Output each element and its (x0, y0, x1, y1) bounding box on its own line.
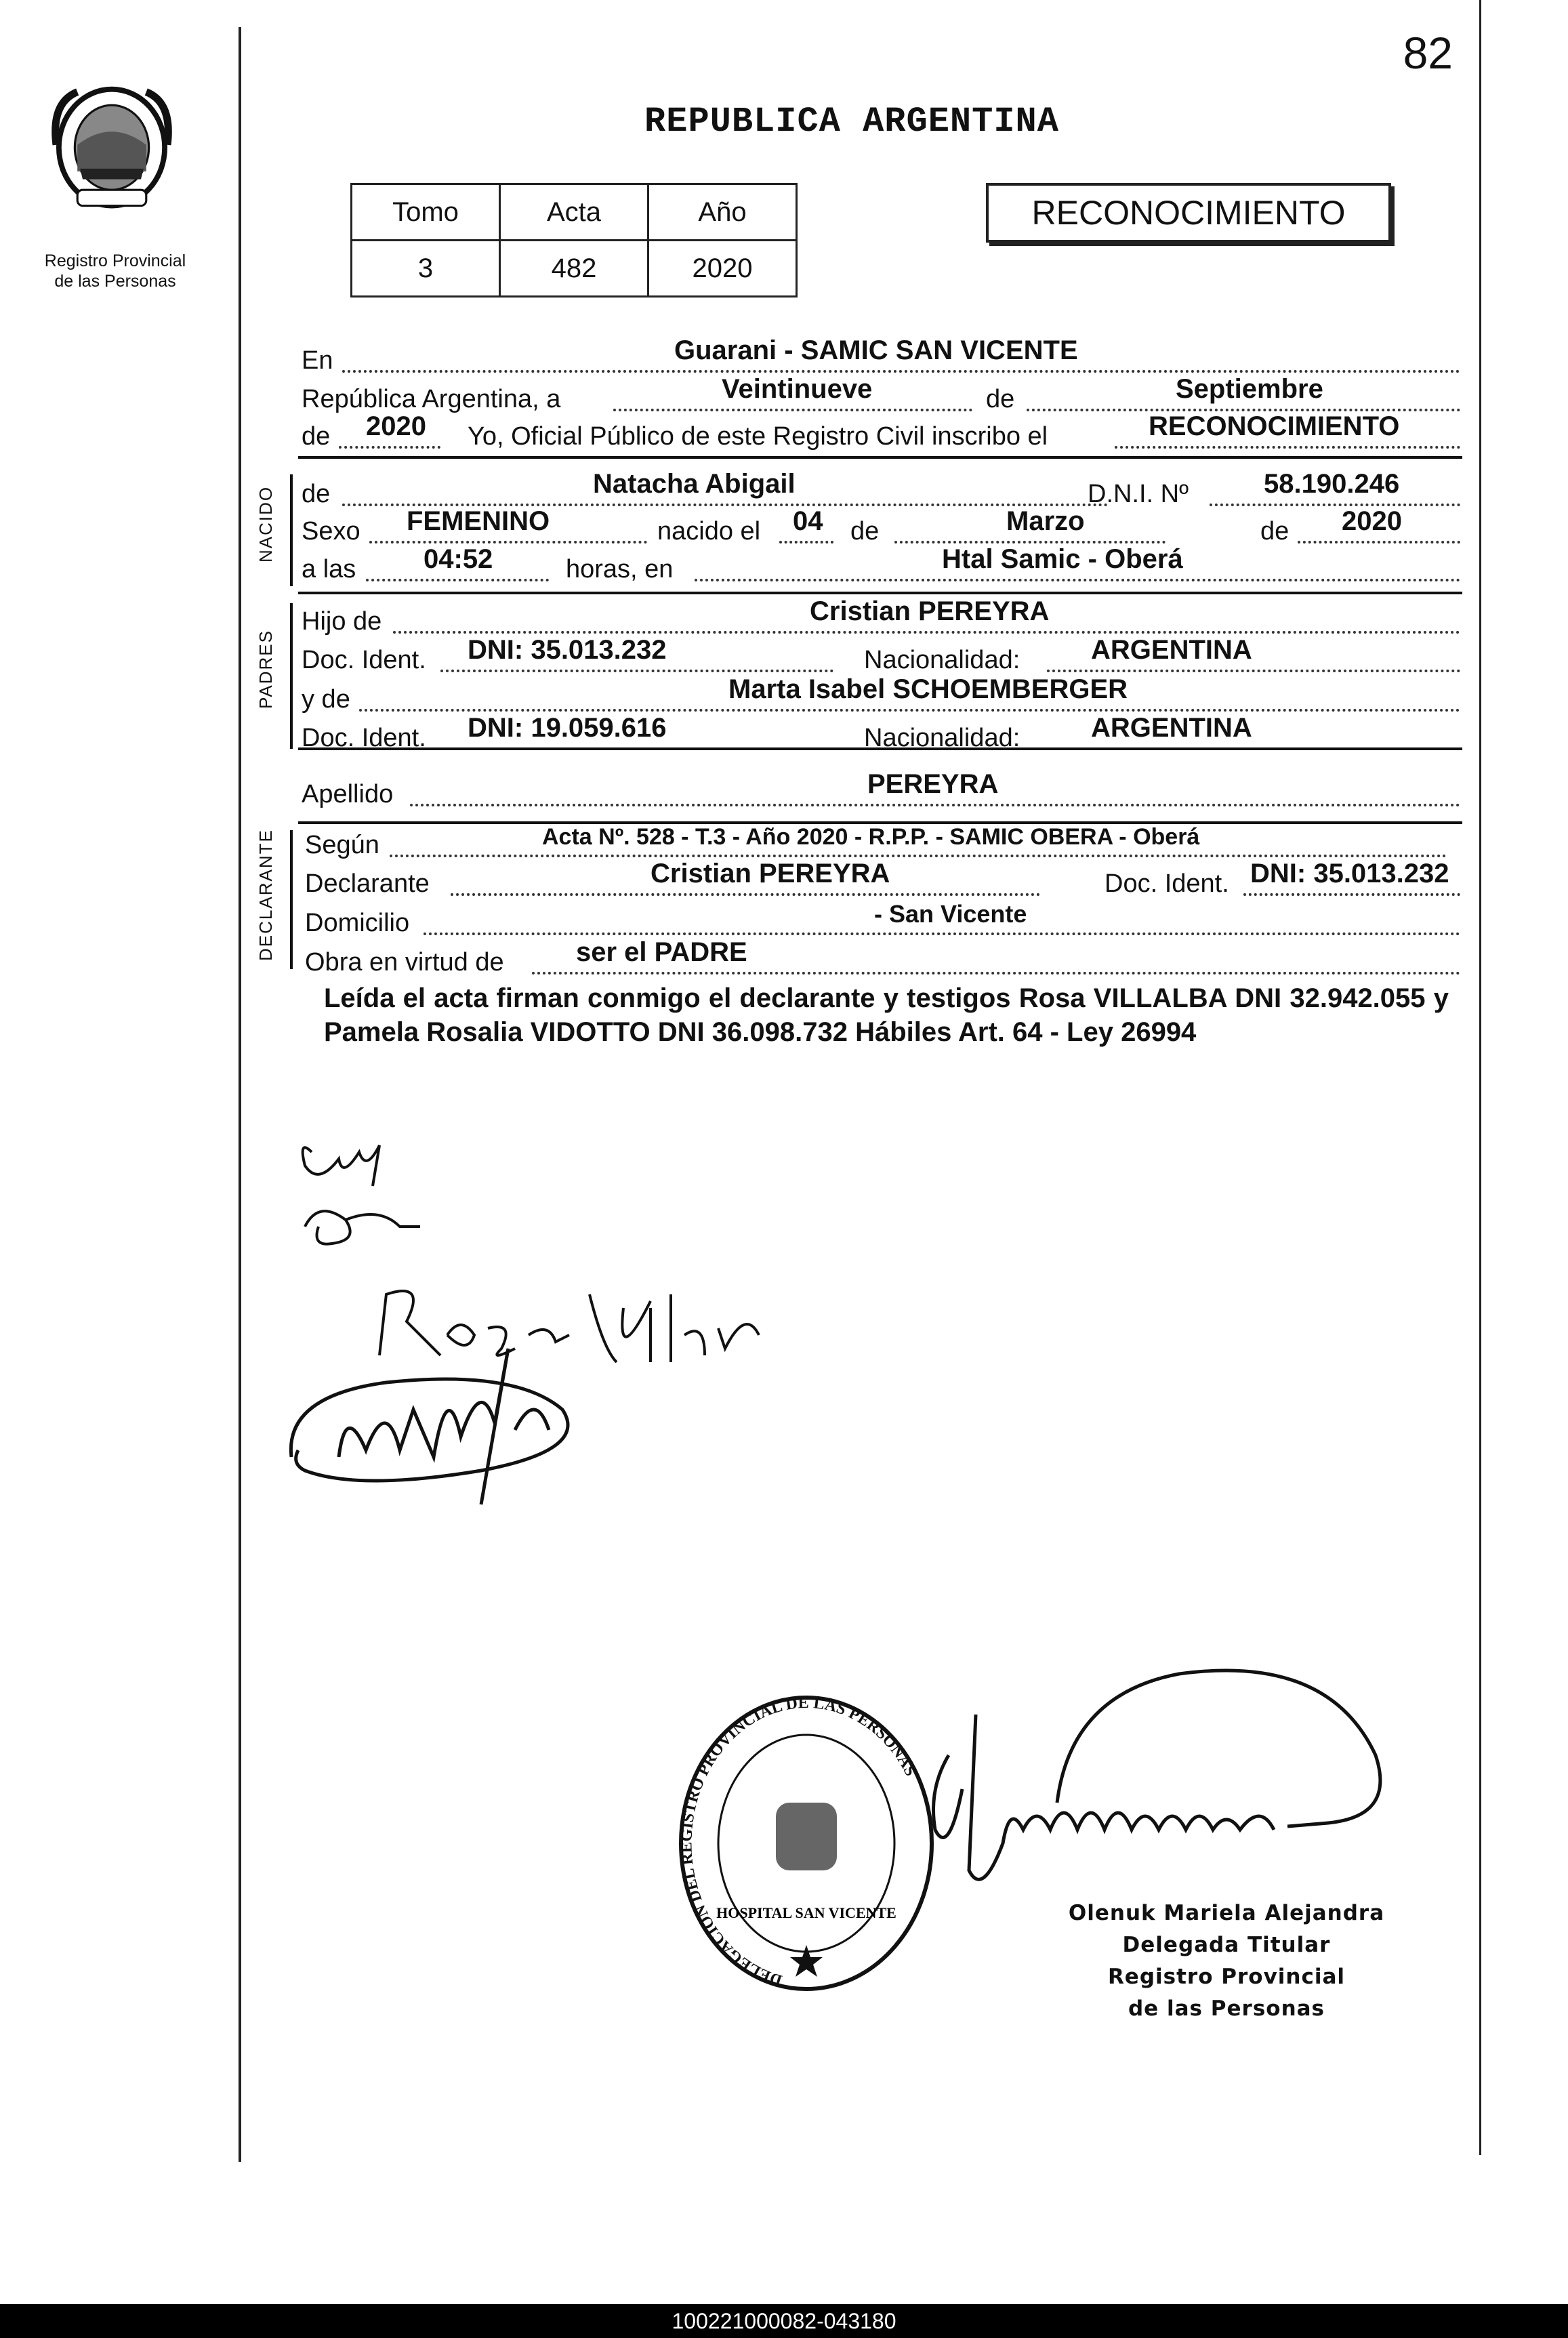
official-signature (908, 1654, 1423, 1925)
left-margin-line (239, 27, 241, 2162)
footer-barcode-text: 100221000082-043180 (0, 2304, 1568, 2338)
closing-statement: Leída el acta firman conmigo el declarante y testigos Rosa VILLALBA DNI 32.942.055 y Pamela Rosalia VIDOTTO DNI 36.098.732 Hábiles Art. 64 - Ley 26994 (324, 983, 1449, 1047)
official-org-line2: de las Personas (1128, 1996, 1325, 2021)
row-segun: Según Acta Nº. 528 - T.3 - Año 2020 - R.P.P. - SAMIC OBERA - Oberá (302, 823, 1460, 863)
field-lugar: Guarani - SAMIC SAN VICENTE (674, 335, 1078, 365)
field-declarante-doc: DNI: 35.013.232 (1250, 859, 1449, 888)
field-lugar-nac: Htal Samic - Oberá (942, 544, 1183, 574)
row-padre-doc: Doc. Ident. DNI: 35.013.232 Nacionalidad: ARGENTINA (302, 638, 1460, 678)
declarante-bar (290, 830, 293, 969)
field-madre-doc: DNI: 19.059.616 (468, 713, 667, 743)
official-signature-block (1057, 1898, 1396, 2025)
field-hora: 04:52 (424, 544, 493, 574)
record-header-tomo: Tomo (352, 184, 500, 241)
page-number: 82 (1403, 28, 1453, 78)
field-padre: Cristian PEREYRA (810, 596, 1050, 626)
record-value-acta: 482 (500, 241, 648, 297)
field-mes: Septiembre (1176, 374, 1323, 404)
field-madre: Marta Isabel SCHOEMBERGER (728, 674, 1128, 704)
field-padre-doc: DNI: 35.013.232 (468, 635, 667, 665)
document-type-box: RECONOCIMIENTO (986, 183, 1391, 243)
section-label-declarante: DECLARANTE (255, 829, 276, 961)
row-madre-doc: Doc. Ident. DNI: 19.059.616 Nacionalidad: ARGENTINA (302, 716, 1460, 756)
official-role: Delegada Titular (1122, 1933, 1331, 1957)
field-dni: 58.190.246 (1264, 469, 1400, 499)
official-stamp (664, 1687, 949, 2006)
field-nac-mes: Marzo (1006, 506, 1085, 536)
section-divider (298, 456, 1462, 459)
section-label-nacido: NACIDO (255, 485, 276, 562)
row-declarante: Declarante Cristian PEREYRA Doc. Ident. DNI: 35.013.232 (302, 862, 1460, 901)
row-acto: de 2020 Yo, Oficial Público de este Registro Civil inscribo el RECONOCIMIENTO (302, 415, 1460, 454)
initials-signature (291, 1125, 454, 1288)
field-segun: Acta Nº. 528 - T.3 - Año 2020 - R.P.P. - SAMIC OBERA - Oberá (542, 824, 1200, 850)
field-nombre: Natacha Abigail (593, 469, 796, 499)
section-divider (298, 592, 1462, 594)
row-fecha: República Argentina, a Veintinueve de Septiembre (302, 377, 1460, 417)
field-acto: RECONOCIMIENTO (1149, 411, 1400, 441)
field-anio: 2020 (366, 411, 426, 441)
svg-text:DELEGACION DEL REGISTRO PROVIN: DELEGACION DEL REGISTRO PROVINCIAL DE LAS PERSONAS (678, 1694, 920, 1990)
row-madre: y de Marta Isabel SCHOEMBERGER (302, 678, 1460, 717)
document-title: REPUBLICA ARGENTINA (644, 102, 1059, 142)
record-value-anio: 2020 (648, 241, 797, 297)
nacido-bar (290, 474, 293, 586)
record-value-tomo: 3 (352, 241, 500, 297)
field-obra: ser el PADRE (576, 937, 747, 967)
field-nac-dia: 04 (793, 506, 823, 536)
record-table (350, 183, 798, 298)
row-nombre: de Natacha Abigail D.N.I. Nº 58.190.246 (302, 472, 1460, 512)
official-org-line1: Registro Provincial (1107, 1965, 1346, 1989)
logo-caption: Registro Provincial de las Personas (44, 251, 186, 291)
field-sexo: FEMENINO (407, 506, 550, 536)
record-header-acta: Acta (500, 184, 648, 241)
field-apellido: PEREYRA (867, 769, 999, 799)
field-domicilio: - San Vicente (874, 900, 1027, 928)
declarant-signature (278, 1335, 630, 1511)
row-hora: a las 04:52 horas, en Htal Samic - Oberá (302, 548, 1460, 587)
field-dia: Veintinueve (722, 374, 873, 404)
section-divider (298, 747, 1462, 750)
field-padre-nac: ARGENTINA (1091, 635, 1252, 665)
row-obra: Obra en virtud de ser el PADRE (302, 941, 1460, 980)
section-label-padres: PADRES (255, 630, 276, 709)
padres-bar (290, 603, 293, 749)
record-header-anio: Año (648, 184, 797, 241)
row-domicilio: Domicilio - San Vicente (302, 901, 1460, 941)
field-declarante: Cristian PEREYRA (651, 859, 890, 888)
field-madre-nac: ARGENTINA (1091, 713, 1252, 743)
official-name: Olenuk Mariela Alejandra (1068, 1901, 1385, 1925)
right-margin-line (1479, 0, 1481, 2155)
row-apellido: Apellido PEREYRA (302, 773, 1460, 812)
field-nac-anio: 2020 (1342, 506, 1402, 536)
row-padre: Hijo de Cristian PEREYRA (302, 600, 1460, 639)
row-sexo: Sexo FEMENINO nacido el 04 de Marzo de 2020 (302, 510, 1460, 549)
row-lugar: En Guarani - SAMIC SAN VICENTE (302, 339, 1460, 378)
svg-text:HOSPITAL SAN VICENTE: HOSPITAL SAN VICENTE (716, 1904, 896, 1921)
